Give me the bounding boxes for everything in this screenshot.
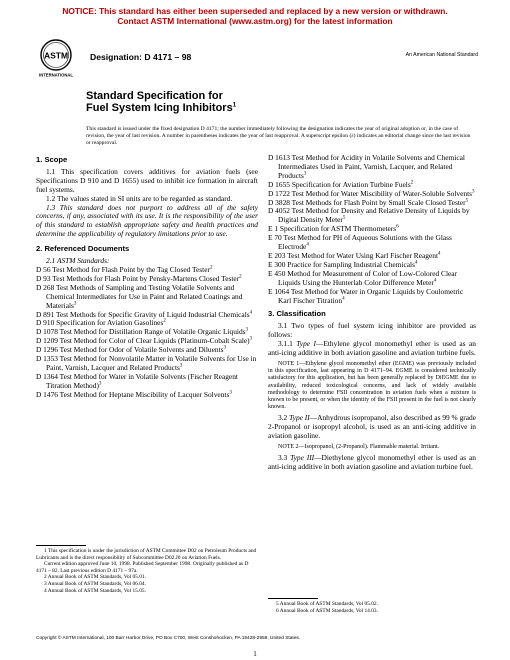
designation: Designation: D 4171 – 98 [90,52,192,62]
document-title [86,90,236,114]
footnote-rule-left [36,545,86,546]
withdrawal-notice [0,6,510,26]
copyright-notice: Copyright © ASTM International, 100 Barr Harbor Drive, PO Box C700, West Conshohocken, PA 19428-2959, United States. [36,636,301,641]
scope-1-1: 1.1 This specification covers additives for aviation fuels (see Specifications D 910 and D 1655) used to inhibit ice formation in aircraft fuel systems. [36,166,258,194]
note-2: NOTE 2—Isopropanol, (2-Propanol). Flammable material. Irritant. [278,444,440,451]
refdocs-list-left [36,266,258,400]
title-footnote-mark: 1 [232,102,237,109]
reference-item: E 70 Test Method for PH of Aqueous Solutions with the Glass Electrode$^4$ [268,233,452,252]
footnote: 4 Annual Book of ASTM Standards, Vol 15.05. [44,587,146,594]
refdocs-list-right [268,154,476,305]
footnote: 5 Annual Book of ASTM Standards, Vol 05.02. [276,601,378,607]
reference-item: D 1476 Test Method for Heptane Miscibility of Lacquer Solvents$^3$ [36,389,232,399]
logo-caption: INTERNATIONAL [39,72,73,78]
classification-heading: 3. Classification [268,309,326,319]
reference-item: E 1064 Test Method for Water in Organic Liquids by Coulometric Karl Fischer Titration$^4$ [268,286,464,305]
reference-item: D 1209 Test Method for Color of Clear Liquids (Platinum-Cobalt Scale)$^3$ [36,336,253,346]
title-line-1: Standard Specification for [86,90,223,102]
footnotes-right [268,601,476,614]
title-line-2: Fuel System Icing Inhibitors [86,102,233,114]
reference-item: E 1 Specification for ASTM Thermometers$^6$ [268,224,399,234]
footnotes-left [36,548,258,594]
reference-item: D 1364 Test Method for Water in Volatile Solvents (Fischer Reagent Titration Method)$^3$ [36,371,238,390]
reference-item: D 910 Specification for Aviation Gasolines$^2$ [36,318,166,328]
reference-item: E 300 Practice for Sampling Industrial Chemicals$^4$ [268,259,418,269]
reference-item: D 1613 Test Method for Acidity in Volatile Solvents and Chemical Intermediates Used in Paint, Varnish, Lacquer, and Related Products$^3$ [268,153,465,180]
american-national-standard-label: An American National Standard [405,52,478,58]
issuance-statement: This standard is issued under the fixed designation D 4171; the number immediately following the designation indicates the year of original adoption or, in the case of revision, the year of last revision. A number in parentheses indicates the year of last reapproval. A superscript epsilon (ε) indicates an editorial change since the last revision or reapproval. [86,126,471,146]
reference-item: D 1296 Test Method for Odor of Volatile Solvents and Diluents$^3$ [36,345,227,355]
reference-item: D 4052 Test Method for Density and Relative Density of Liquids by Digital Density Meter$^5$ [268,206,470,225]
footnote: Current edition approved June 10, 1998. Published September 1998. Originally published as D 4171 – 82. Last previous edition D 4171 – 97a. [36,561,249,574]
left-column [36,152,258,400]
note-1: NOTE 1—Ethylene glycol monomethyl ether (EGME) was previously included in this specification, last appearing in D 4171–94. EGME is considered technically satisfactory for this application, but has been generally replaced by DiEGME due to availability, reduced toxicological concerns, and lack of widely available methodology to determine FSII concentration in aviation fuels when a mixture is known to be present, or when the identity of the FSII present in the fuel is not clearly known. [268,360,476,411]
reference-item: D 891 Test Methods for Specific Gravity of Liquid Industrial Chemicals$^4$ [36,309,253,319]
logo-text: ASTM [43,50,69,61]
classification-3-2: 3.2 Type II—Anhydrous isopropanol, also described as 99 % grade 2-Propanol or isopropyl alcohol, is used as an anti-icing additive in aviation gasoline. [268,413,476,441]
reference-item: D 3828 Test Methods for Flash Point by Small Scale Closed Tester$^5$ [268,197,469,207]
refdocs-intro: 2.1 ASTM Standards: [46,256,110,266]
footnote: 2 Annual Book of ASTM Standards, Vol 05.01. [44,574,146,581]
reference-item: D 93 Test Methods for Flash Point by Pensky-Martens Closed Tester$^2$ [36,273,242,283]
reference-item: D 56 Test Method for Flash Point by the Tag Closed Tester$^2$ [36,264,213,274]
reference-item: D 1655 Specification for Aviation Turbine Fuels$^2$ [268,179,414,189]
right-column [268,154,476,472]
reference-item: E 203 Test Method for Water Using Karl Fischer Reagent$^4$ [268,250,441,260]
scope-1-3: 1.3 This standard does not purport to address all of the safety concerns, if any, associated with its use. It is the responsibility of the user of this standard to establish appropriate safety and health practices and determine the applicability of regulatory limitations prior to use. [36,202,258,239]
refdocs-heading: 2. Referenced Documents [36,244,130,254]
classification-3-3: 3.3 Type III—Diethylene glycol monomethyl ether is used as an anti-icing additive in both aviation gasoline and aviation turbine fuel. [268,453,476,472]
astm-logo [36,38,76,78]
scope-1-2: 1.2 The values stated in SI units are to be regarded as standard. [46,193,233,203]
reference-item: E 450 Method for Measurement of Color of Low-Colored Clear Liquids Using the Hunterlab Color Difference Meter$^4$ [268,268,458,287]
footnote: 1 This specification is under the jurisdiction of ASTM Committee D02 on Petroleum Products and Lubricants and is the direct responsibility of Subcommittee D02.J0 on Aviation Fuels. [36,548,257,561]
scope-heading: 1. Scope [36,155,68,164]
notice-line-1: NOTICE: This standard has either been superseded and replaced by a new version or withdrawn. [62,6,448,16]
reference-item: D 268 Test Methods of Sampling and Testing Volatile Solvents and Chemical Intermediates for Use in Paint and Related Coatings and Materials$^3$ [36,282,243,310]
footnote: 3 Annual Book of ASTM Standards, Vol 06.04. [44,580,146,587]
page-number: 1 [253,650,257,658]
reference-item: D 1078 Test Method for Distillation Range of Volatile Organic Liquids$^3$ [36,327,249,337]
classification-3-1: 3.1 Two types of fuel system icing inhibitor are provided as follows: [268,321,476,340]
classification-3-1-1: 3.1.1 Type I—Ethylene glycol monomethyl ether is used as an anti-icing additive in both aviation gasoline and aviation turbine fuels. [268,339,476,358]
footnote-rule-right [268,598,318,599]
reference-item: D 1353 Test Method for Nonvolatile Matter in Volatile Solvents for Use in Paint, Varnish, Lacquer and Related Products$^3$ [36,354,257,372]
footnote: 6 Annual Book of ASTM Standards, Vol 14.03. [276,607,378,614]
notice-line-2: Contact ASTM International (www.astm.org) for the latest information [117,16,393,26]
reference-item: D 1722 Test Method for Water Miscibility of Water-Soluble Solvents$^3$ [268,188,475,198]
